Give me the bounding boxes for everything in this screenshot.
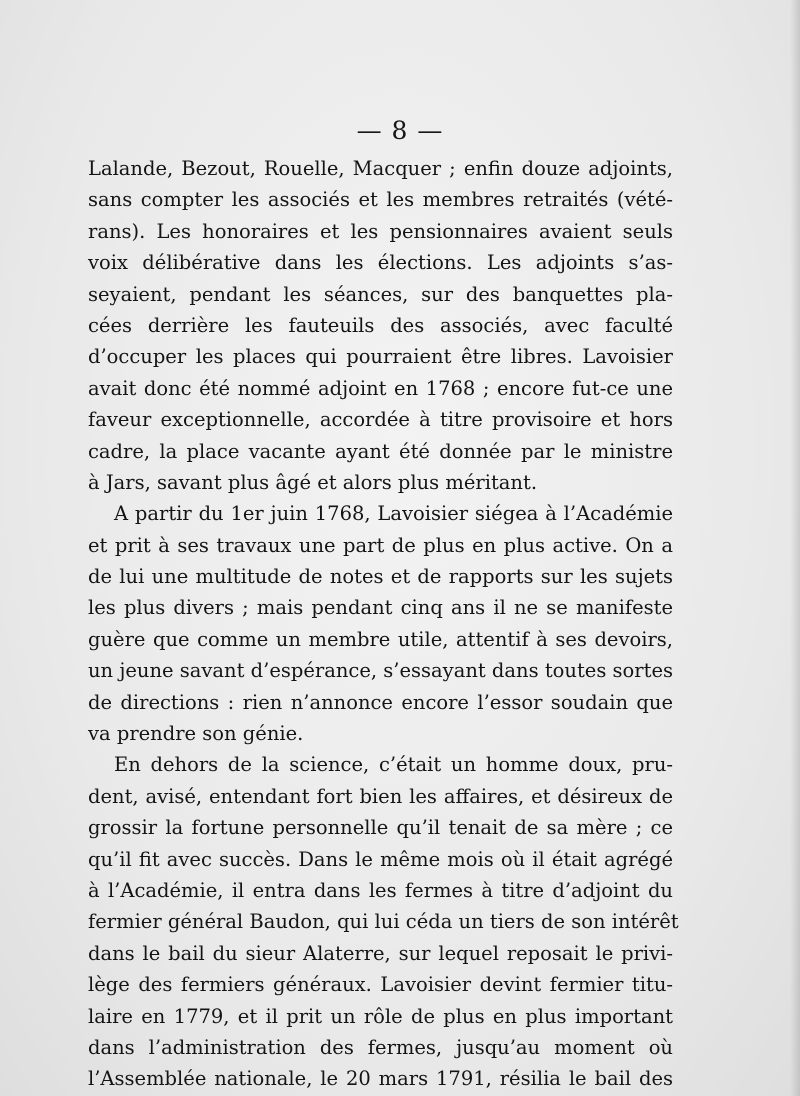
body-text [88,153,679,1095]
text-line: fermier général Baudon, qui lui céda un tiers de son intérêt [88,910,679,934]
text-line: à l’Académie, il entra dans les fermes à titre d’adjoint du [88,878,673,902]
text-line: avait donc été nommé adjoint en 1768 ; encore fut-ce une [88,376,673,400]
text-line: Lalande, Bezout, Rouelle, Macquer ; enfin douze adjoints, [88,157,673,180]
text-line: qu’il fit avec succès. Dans le même mois où il était agrégé [88,847,673,871]
text-line: d’occuper les places qui pourraient être libres. Lavoisier [88,345,673,369]
text-line: A partir du 1er juin 1768, Lavoisier siégea à l’Académie [114,502,673,526]
text-line: cées derrière les fauteuils des associés, avec faculté [88,313,673,337]
text-line: cadre, la place vacante ayant été donnée par le ministre [88,439,673,463]
text-line: de lui une multitude de notes et de rapports sur les sujets [88,565,673,589]
text-line: les plus divers ; mais pendant cinq ans il ne se manifeste [88,596,673,620]
text-line: En dehors de la science, c’était un homme doux, pru- [114,753,673,777]
text-line: lège des fermiers généraux. Lavoisier devint fermier titu- [88,973,673,997]
text-line: seyaient, pendant les séances, sur des banquettes pla- [88,282,673,306]
text-line: l’Assemblée nationale, le 20 mars 1791, résilia le bail des [88,1067,673,1091]
text-line: de directions : rien n’annonce encore l’essor soudain que [88,690,673,714]
text-line: rans). Les honoraires et les pensionnaires avaient seuls [88,219,673,243]
page-edge-shadow [790,0,800,1096]
text-line: sans compter les associés et les membres retraités (vété- [88,188,673,212]
text-line: à Jars, savant plus âgé et alors plus méritant. [88,470,538,494]
text-line: dans l’administration des fermes, jusqu’au moment où [88,1035,673,1059]
text-line: laire en 1779, et il prit un rôle de plus en plus important [88,1004,673,1028]
text-line: guère que comme un membre utile, attentif à ses devoirs, [88,627,673,651]
text-line: dent, avisé, entendant fort bien les affaires, et désireux de [88,784,673,808]
text-line: va prendre son génie. [88,722,304,746]
text-line: et prit à ses travaux une part de plus en plus active. On a [88,533,673,557]
text-line: voix délibérative dans les élections. Les adjoints s’as- [88,251,673,275]
text-line: faveur exceptionnelle, accordée à titre provisoire et hors [88,408,673,432]
page-number: — 8 — [356,116,444,145]
text-line: un jeune savant d’espérance, s’essayant dans toutes sortes [88,659,673,683]
text-line: grossir la fortune personnelle qu’il tenait de sa mère ; ce [88,816,673,840]
text-line: dans le bail du sieur Alaterre, sur lequel reposait le privi- [88,941,673,965]
